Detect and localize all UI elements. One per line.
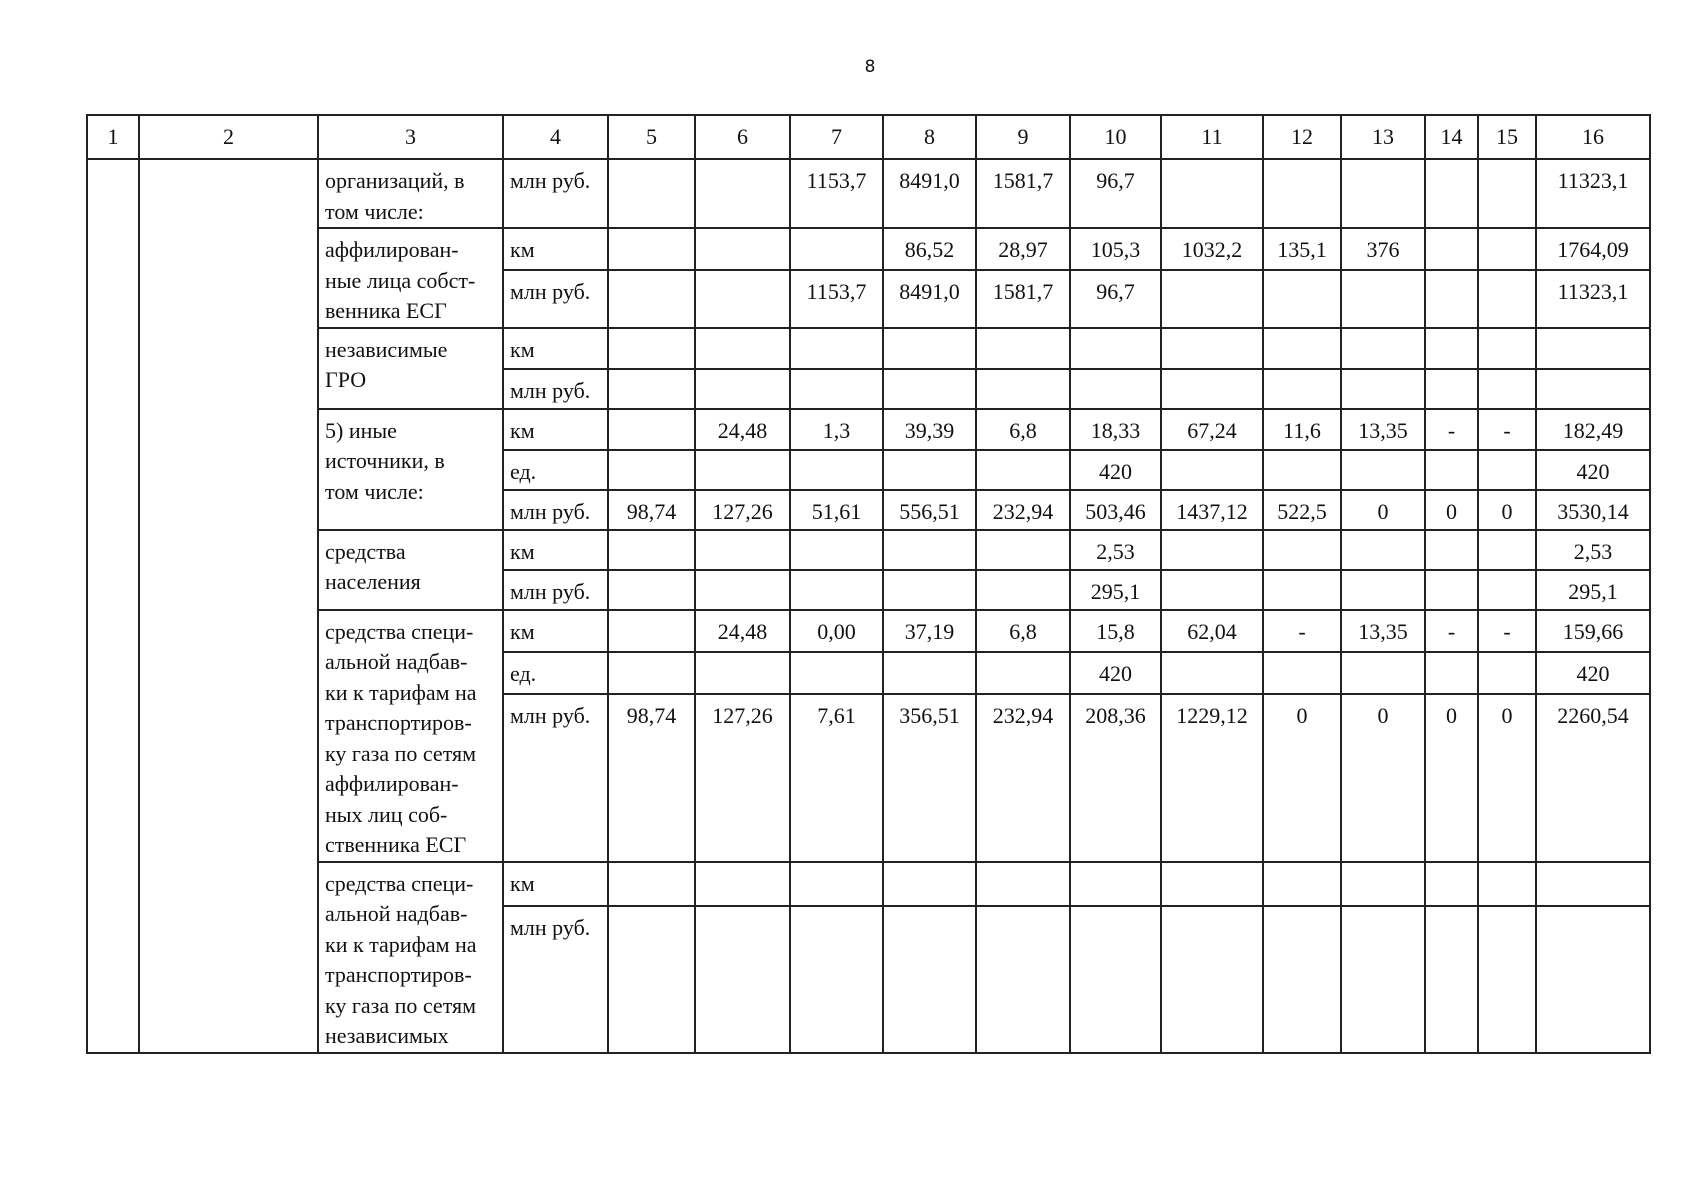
value-cell [1070,369,1161,409]
unit-cell: млн руб. [503,906,608,1053]
column-number-row [87,115,1650,159]
column-number: 7 [790,115,883,159]
value-cell [976,570,1070,610]
value-cell [1478,530,1536,570]
value-cell: 420 [1536,450,1650,490]
cell-col-1 [87,159,139,1053]
value-cell [1478,228,1536,270]
value-cell [1478,159,1536,228]
value-cell [695,328,790,369]
value-cell [1425,570,1478,610]
value-cell: 62,04 [1161,610,1263,652]
value-cell [1425,450,1478,490]
row-label-line: средства [325,538,406,564]
value-cell: 295,1 [1536,570,1650,610]
value-cell [1536,862,1650,906]
row-label [318,228,503,328]
value-cell [883,906,976,1053]
value-cell [790,369,883,409]
value-cell [1070,862,1161,906]
value-cell: 127,26 [695,490,790,530]
value-cell: 86,52 [883,228,976,270]
row-label-line: том числе: [325,198,424,224]
row-label-line: альной надбав- [325,649,468,674]
value-cell [695,270,790,327]
value-cell [608,610,695,652]
unit-cell: млн руб. [503,694,608,861]
value-cell: 96,7 [1070,270,1161,327]
value-cell [1425,228,1478,270]
table-row [87,530,1650,570]
value-cell [1263,530,1341,570]
value-cell [1161,328,1263,369]
value-cell [790,450,883,490]
value-cell: 1581,7 [976,270,1070,327]
value-cell: 232,94 [976,694,1070,861]
row-label-line: транспортиров- [325,962,472,987]
value-cell [1536,906,1650,1053]
value-cell [1070,906,1161,1053]
value-cell [1478,369,1536,409]
value-cell [1341,159,1425,228]
value-cell: 11323,1 [1536,270,1650,327]
value-cell [1341,570,1425,610]
value-cell [608,906,695,1053]
value-cell [695,570,790,610]
value-cell: 37,19 [883,610,976,652]
value-cell [608,409,695,450]
value-cell [1263,270,1341,327]
row-label-line: источники, в [325,448,445,473]
value-cell [1478,570,1536,610]
value-cell: 11,6 [1263,409,1341,450]
column-number: 4 [503,115,608,159]
value-cell: 135,1 [1263,228,1341,270]
value-cell: - [1478,409,1536,450]
row-label [318,530,503,610]
row-label-line: ку газа по сетям [325,740,477,766]
value-cell [1263,652,1341,694]
column-number: 1 [87,115,139,159]
table-row [87,228,1650,270]
value-cell [695,862,790,906]
value-cell [1161,270,1263,327]
value-cell: 1153,7 [790,270,883,327]
value-cell: 3530,14 [1536,490,1650,530]
value-cell [883,862,976,906]
value-cell [1161,530,1263,570]
unit-cell: км [503,228,608,270]
row-label-line: независимые [325,336,448,362]
row-label-line: 5) иные [325,417,397,443]
value-cell: - [1425,610,1478,652]
value-cell: 1437,12 [1161,490,1263,530]
value-cell [1161,652,1263,694]
row-label-line: альной надбав- [325,901,468,926]
column-number: 10 [1070,115,1161,159]
value-cell: 420 [1536,652,1650,694]
column-number: 2 [139,115,318,159]
row-label-line: том числе: [325,478,424,504]
row-label-line: организаций, в [325,168,465,193]
value-cell [790,328,883,369]
value-cell: 503,46 [1070,490,1161,530]
value-cell: 2,53 [1536,530,1650,570]
unit-cell: км [503,862,608,906]
page-number: 8 [864,57,876,77]
value-cell: 15,8 [1070,610,1161,652]
table-row [87,862,1650,906]
value-cell: 39,39 [883,409,976,450]
table-row [87,610,1650,652]
value-cell [1341,270,1425,327]
value-cell: 2,53 [1070,530,1161,570]
value-cell: 18,33 [1070,409,1161,450]
value-cell: 0,00 [790,610,883,652]
value-cell [1263,906,1341,1053]
value-cell: 295,1 [1070,570,1161,610]
value-cell [608,570,695,610]
value-cell: 8491,0 [883,159,976,228]
value-cell [976,862,1070,906]
value-cell [1161,159,1263,228]
column-number: 13 [1341,115,1425,159]
value-cell: 356,51 [883,694,976,861]
value-cell [695,228,790,270]
unit-cell: км [503,409,608,450]
value-cell [1161,369,1263,409]
value-cell: 105,3 [1070,228,1161,270]
value-cell [1341,450,1425,490]
column-number: 6 [695,115,790,159]
unit-cell: ед. [503,652,608,694]
value-cell [1341,652,1425,694]
row-label [318,409,503,530]
value-cell [1478,270,1536,327]
value-cell: 6,8 [976,610,1070,652]
table-row [87,409,1650,450]
value-cell: 6,8 [976,409,1070,450]
row-label-line: ки к тарифам на [325,931,477,957]
value-cell: 1229,12 [1161,694,1263,861]
value-cell: 127,26 [695,694,790,861]
value-cell [976,328,1070,369]
unit-cell: млн руб. [503,270,608,327]
row-label-line: венника ЕСГ [325,298,447,323]
value-cell [1478,906,1536,1053]
column-number: 9 [976,115,1070,159]
value-cell: 24,48 [695,409,790,450]
value-cell: 11323,1 [1536,159,1650,228]
value-cell [695,652,790,694]
value-cell: - [1478,610,1536,652]
value-cell [1425,328,1478,369]
value-cell: 0 [1478,694,1536,861]
value-cell [1425,159,1478,228]
value-cell [790,530,883,570]
value-cell [790,652,883,694]
row-label-line: средства специ- [325,618,474,644]
row-label [318,862,503,1053]
value-cell: 8491,0 [883,270,976,327]
row-label [318,610,503,862]
column-number: 3 [318,115,503,159]
value-cell: - [1425,409,1478,450]
value-cell [1263,159,1341,228]
row-label-line: транспортиров- [325,710,472,735]
value-cell [790,228,883,270]
value-cell [1161,570,1263,610]
row-label-line: населения [325,569,421,594]
unit-cell: км [503,328,608,369]
value-cell: 208,36 [1070,694,1161,861]
value-cell: 28,97 [976,228,1070,270]
value-cell [1478,862,1536,906]
unit-cell: млн руб. [503,369,608,409]
row-label-line: ки к тарифам на [325,679,477,705]
value-cell: 98,74 [608,490,695,530]
row-label [318,328,503,409]
value-cell [1425,530,1478,570]
value-cell: 1,3 [790,409,883,450]
row-label-line: независимых [325,1023,449,1048]
row-label [318,159,503,228]
value-cell [1161,862,1263,906]
value-cell: 0 [1341,490,1425,530]
value-cell: 522,5 [1263,490,1341,530]
value-cell [1263,328,1341,369]
value-cell [695,450,790,490]
value-cell: 13,35 [1341,610,1425,652]
value-cell [1536,369,1650,409]
value-cell: 420 [1070,652,1161,694]
row-label-line: ственника ЕСГ [325,832,467,857]
value-cell [883,570,976,610]
value-cell: 0 [1425,694,1478,861]
value-cell: 0 [1425,490,1478,530]
value-cell [976,530,1070,570]
row-label-line: аффилирован- [325,237,459,262]
row-label-line: ГРО [325,367,367,392]
financing-table [86,114,1651,1054]
unit-cell: км [503,610,608,652]
value-cell: 1581,7 [976,159,1070,228]
value-cell: 232,94 [976,490,1070,530]
value-cell [1263,862,1341,906]
value-cell [1425,652,1478,694]
value-cell: 7,61 [790,694,883,861]
value-cell [1341,862,1425,906]
value-cell [976,652,1070,694]
value-cell [608,328,695,369]
value-cell: 182,49 [1536,409,1650,450]
value-cell [883,652,976,694]
value-cell [1341,369,1425,409]
value-cell [1161,906,1263,1053]
value-cell [695,369,790,409]
column-number: 8 [883,115,976,159]
value-cell [976,906,1070,1053]
row-label-line: средства специ- [325,870,474,896]
value-cell [1425,270,1478,327]
value-cell: 13,35 [1341,409,1425,450]
column-number: 16 [1536,115,1650,159]
value-cell: 96,7 [1070,159,1161,228]
row-label-line: ку газа по сетям [325,992,477,1018]
value-cell: 420 [1070,450,1161,490]
value-cell [1536,328,1650,369]
table-row [87,328,1650,369]
value-cell: 98,74 [608,694,695,861]
column-number: 14 [1425,115,1478,159]
value-cell [1341,906,1425,1053]
value-cell [1263,369,1341,409]
value-cell: 556,51 [883,490,976,530]
value-cell [883,369,976,409]
column-number: 12 [1263,115,1341,159]
value-cell [608,862,695,906]
unit-cell: ед. [503,450,608,490]
value-cell [790,906,883,1053]
value-cell [608,530,695,570]
value-cell: 376 [1341,228,1425,270]
value-cell [1425,862,1478,906]
value-cell [695,906,790,1053]
value-cell [695,159,790,228]
value-cell [1263,570,1341,610]
value-cell [1070,328,1161,369]
table-row [87,159,1650,228]
value-cell [1478,328,1536,369]
value-cell [790,862,883,906]
value-cell [1263,450,1341,490]
value-cell [608,652,695,694]
value-cell [790,570,883,610]
value-cell [1161,450,1263,490]
value-cell [608,369,695,409]
value-cell: 0 [1263,694,1341,861]
cell-col-2 [139,159,318,1053]
value-cell [608,270,695,327]
column-number: 11 [1161,115,1263,159]
unit-cell: км [503,530,608,570]
value-cell: 0 [1478,490,1536,530]
row-label-line: ных лиц соб- [325,801,448,827]
value-cell [883,450,976,490]
value-cell: 0 [1341,694,1425,861]
value-cell [976,369,1070,409]
value-cell [976,450,1070,490]
value-cell [1425,906,1478,1053]
value-cell: 1153,7 [790,159,883,228]
value-cell: 24,48 [695,610,790,652]
value-cell [608,159,695,228]
value-cell: 2260,54 [1536,694,1650,861]
column-number: 15 [1478,115,1536,159]
value-cell: 51,61 [790,490,883,530]
value-cell [608,450,695,490]
value-cell: 67,24 [1161,409,1263,450]
value-cell: 1032,2 [1161,228,1263,270]
column-number: 5 [608,115,695,159]
value-cell: 1764,09 [1536,228,1650,270]
value-cell [1341,328,1425,369]
value-cell [883,530,976,570]
value-cell: 159,66 [1536,610,1650,652]
value-cell [1341,530,1425,570]
value-cell [608,228,695,270]
value-cell [883,328,976,369]
value-cell [1478,652,1536,694]
unit-cell: млн руб. [503,490,608,530]
value-cell [695,530,790,570]
row-label-line: аффилирован- [325,771,459,796]
unit-cell: млн руб. [503,570,608,610]
value-cell [1425,369,1478,409]
value-cell: - [1263,610,1341,652]
unit-cell: млн руб. [503,159,608,228]
row-label-line: ные лица собст- [325,267,476,293]
value-cell [1478,450,1536,490]
